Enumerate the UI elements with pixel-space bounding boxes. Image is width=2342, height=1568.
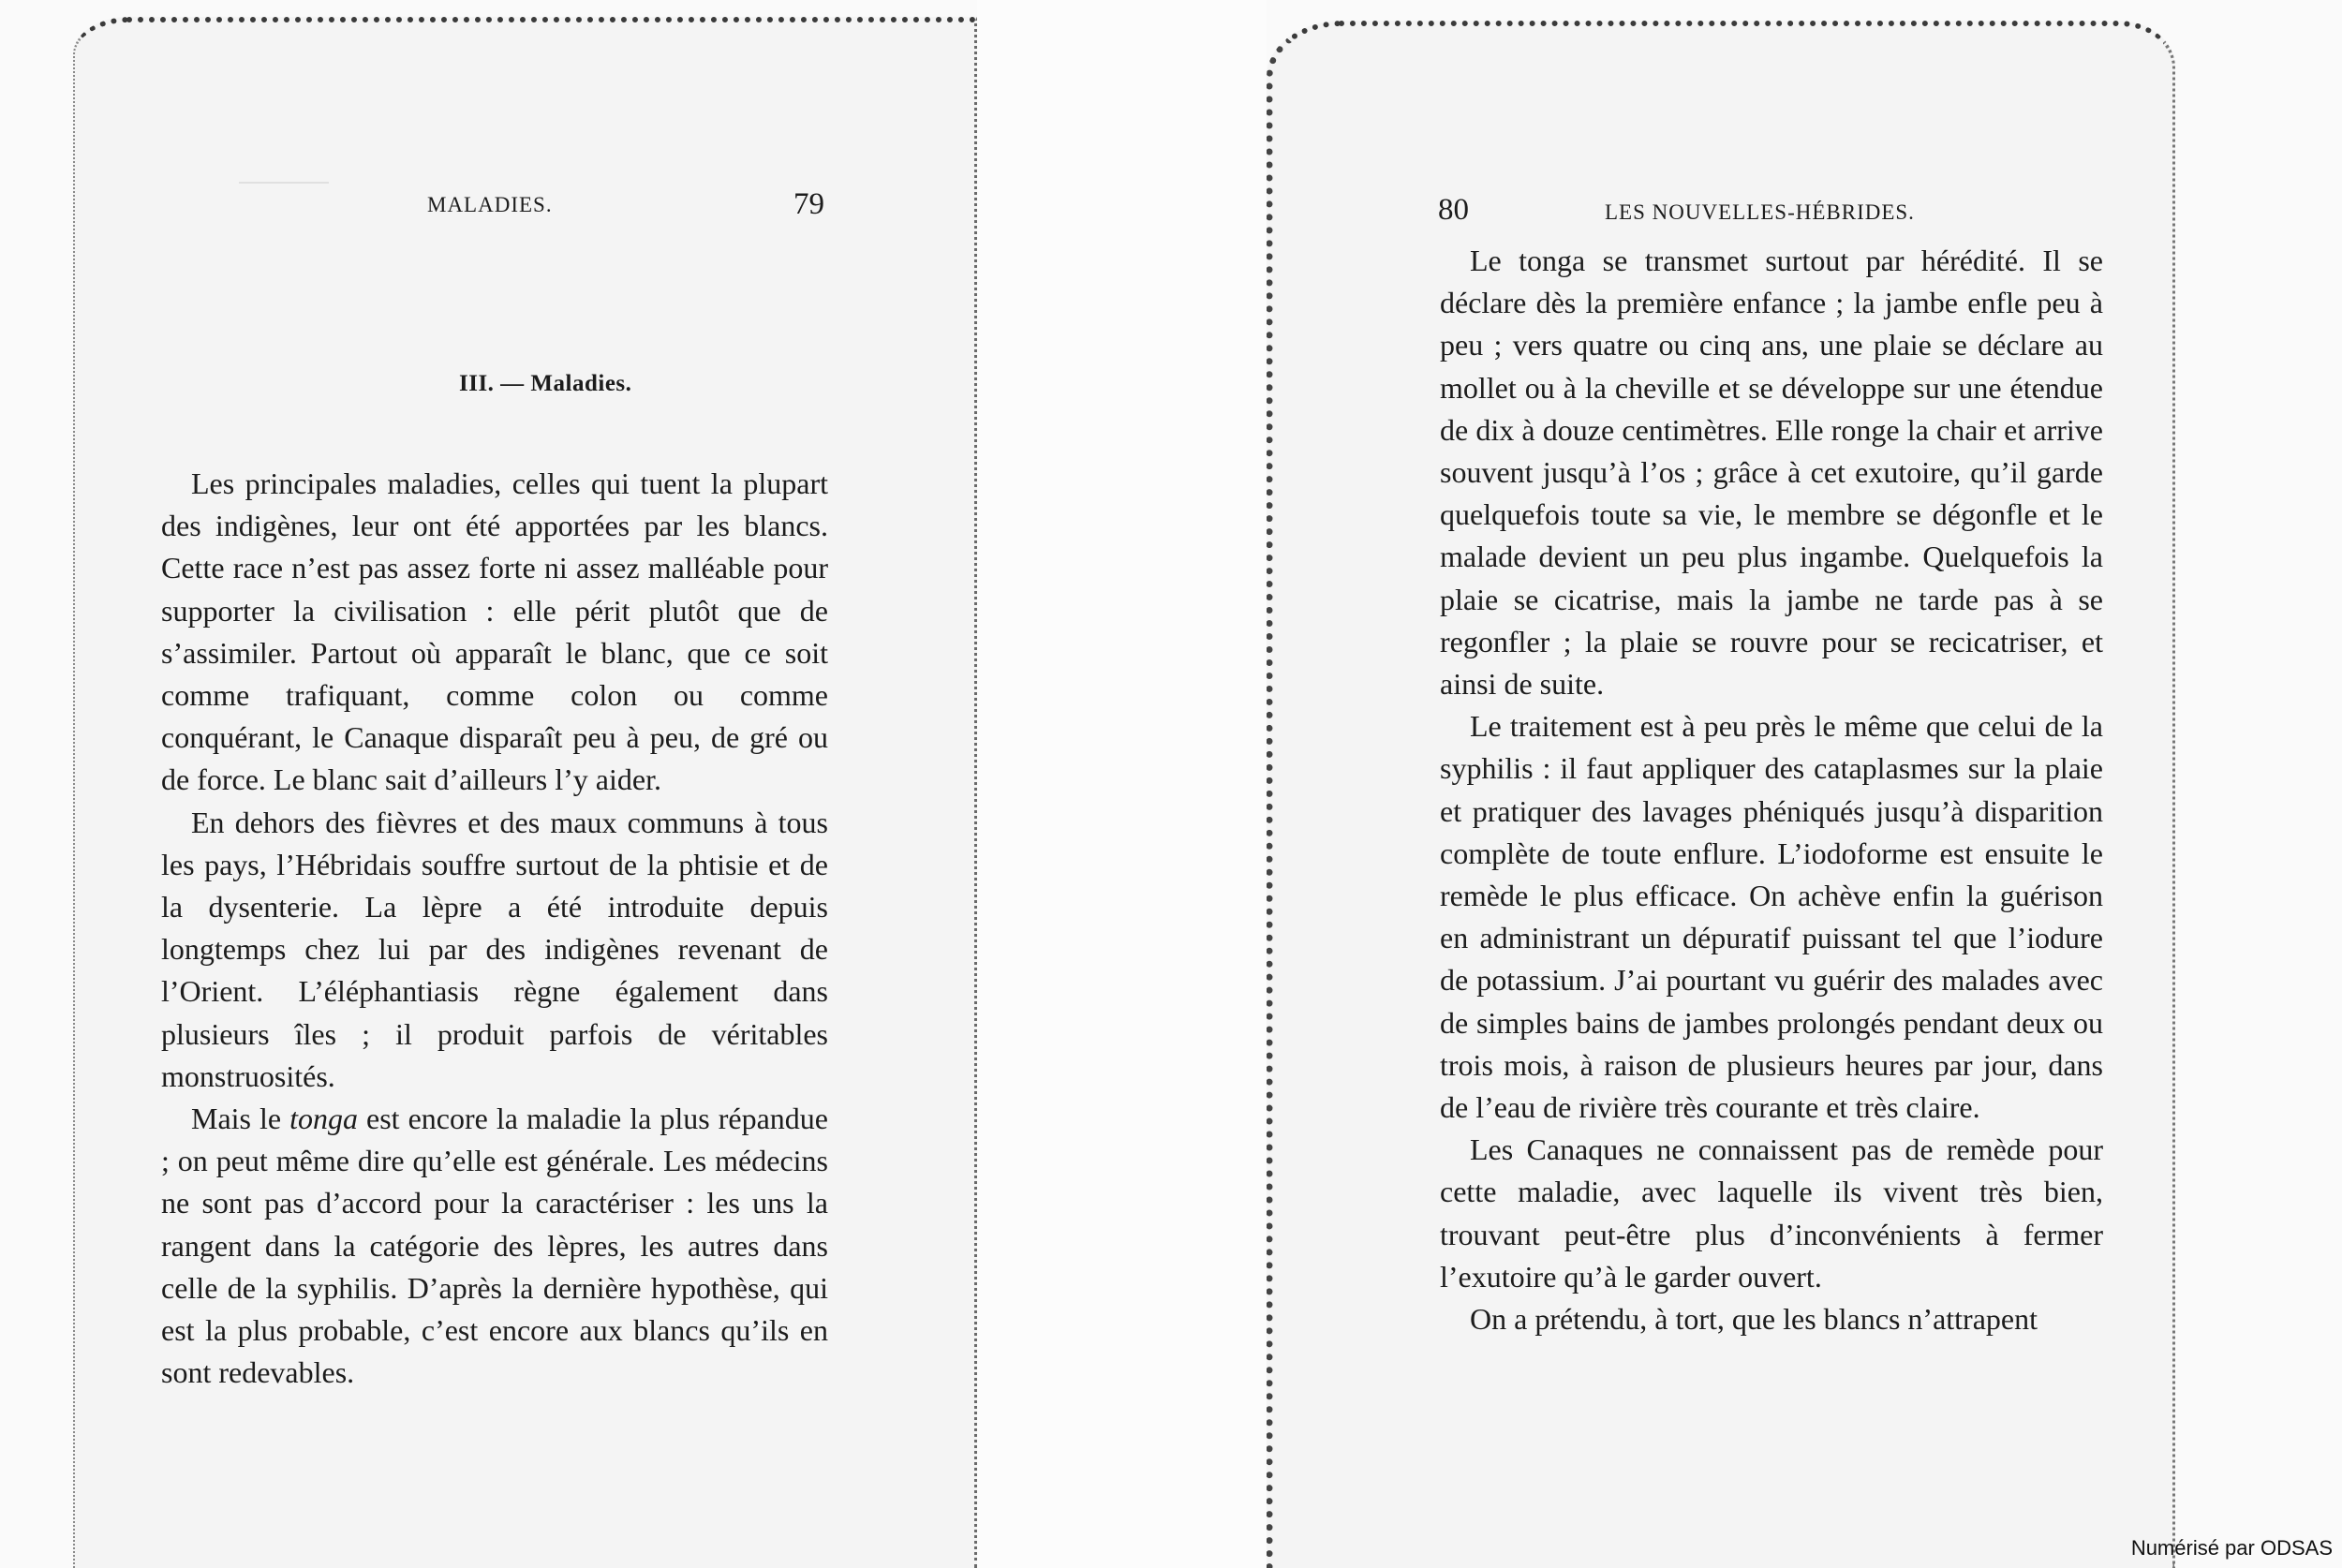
right-running-head: LES NOUVELLES-HÉBRIDES. xyxy=(1605,200,1915,224)
right-paragraph-1: Le tonga se transmet surtout par hérédité. Il se déclare dès la première enfance ; la jambe enfle peu à peu ; vers quatre ou cinq ans, une plaie se déclare au mollet ou à la cheville et se développe sur une étendue de dix à douze centimètres. Elle ronge la chair et arrive souvent jusqu’à l’os ; grâce à cet exutoire, qu’il garde quelquefois toute sa vie, le membre se dégonfle et le malade devient un peu plus ingambe. Quelquefois la plaie se cicatrise, mais la jambe ne tarde pas à se regonfler ; la plaie se rouvre pour se recicatriser, et ainsi de suite. xyxy=(1440,244,2103,702)
right-paragraph-2: Le traitement est à peu près le même que celui de la syphilis : il faut appliquer des cataplasmes sur la plaie et pratiquer des lavages phéniqués jusqu’à disparition complète de toute enflure. L’iodoforme est ensuite le remède le plus efficace. On achève enfin la guérison en administrant un dépuratif puissant tel que l’iodure de potassium. J’ai pourtant vu guérir des malades avec de simples bains de jambes prolongés pendant deux ou trois mois, à raison de plusieurs heures par jour, dans de l’eau de rivière très courante et très claire. xyxy=(1440,709,2103,1125)
gutter xyxy=(977,0,1267,1568)
left-running-head: MALADIES. xyxy=(427,193,553,216)
right-folio: 80 xyxy=(1438,193,1469,227)
p3-before: Mais le xyxy=(191,1102,290,1136)
right-paragraph-4: On a prétendu, à tort, que les blancs n’attrapent xyxy=(1470,1302,2038,1337)
p3-after: est encore la maladie la plus répandue ; on peut même dire qu’elle est générale. Les médecins ne sont pas d’accord pour la caractériser : les uns la rangent dans la catégorie des lèpres, les autres dans celle de la syphilis. D’après la dernière hypothèse, qui est la plus probable, c’est encore aux blancs qu’ils en sont redevables. xyxy=(161,1102,829,1390)
left-paragraph-2: En dehors des fièvres et des maux communs à tous les pays, l’Hébridais souffre surtout de la phtisie et de la dysenterie. La lèpre a été introduite depuis longtemps chez lui par des indigènes revenant de l’Orient. L’éléphantiasis règne également dans plusieurs îles ; il produit parfois de véritables monstruosités. xyxy=(161,805,828,1093)
right-paragraph-3: Les Canaques ne connaissent pas de remède pour cette maladie, avec laquelle ils vivent très bien, trouvant peut-être plus d’inconvénients à fermer l’exutoire qu’à le garder ouvert. xyxy=(1440,1132,2103,1294)
left-page-rule xyxy=(239,182,329,184)
right-page xyxy=(1267,21,2175,1568)
left-folio: 79 xyxy=(793,187,824,221)
section-title: III. — Maladies. xyxy=(459,371,632,396)
right-text-block xyxy=(1440,240,2103,1340)
left-paragraph-1: Les principales maladies, celles qui tuent la plupart des indigènes, leur ont été apportées par les blancs. Cette race n’est pas assez forte ni assez malléable pour supporter la civilisation : elle périt plutôt que de s’assimiler. Partout où apparaît le blanc, que ce soit comme trafiquant, comme colon ou comme conquérant, le Canaque disparaît peu à peu, de gré ou de force. Le blanc sait d’ailleurs l’y aider. xyxy=(161,466,828,797)
digitization-credit: Numérisé par ODSAS xyxy=(2130,1536,2333,1560)
left-page xyxy=(73,17,977,1568)
left-text-block xyxy=(161,463,828,1394)
tonga-italic: tonga xyxy=(289,1102,359,1136)
left-paragraph-3 xyxy=(161,1098,828,1394)
